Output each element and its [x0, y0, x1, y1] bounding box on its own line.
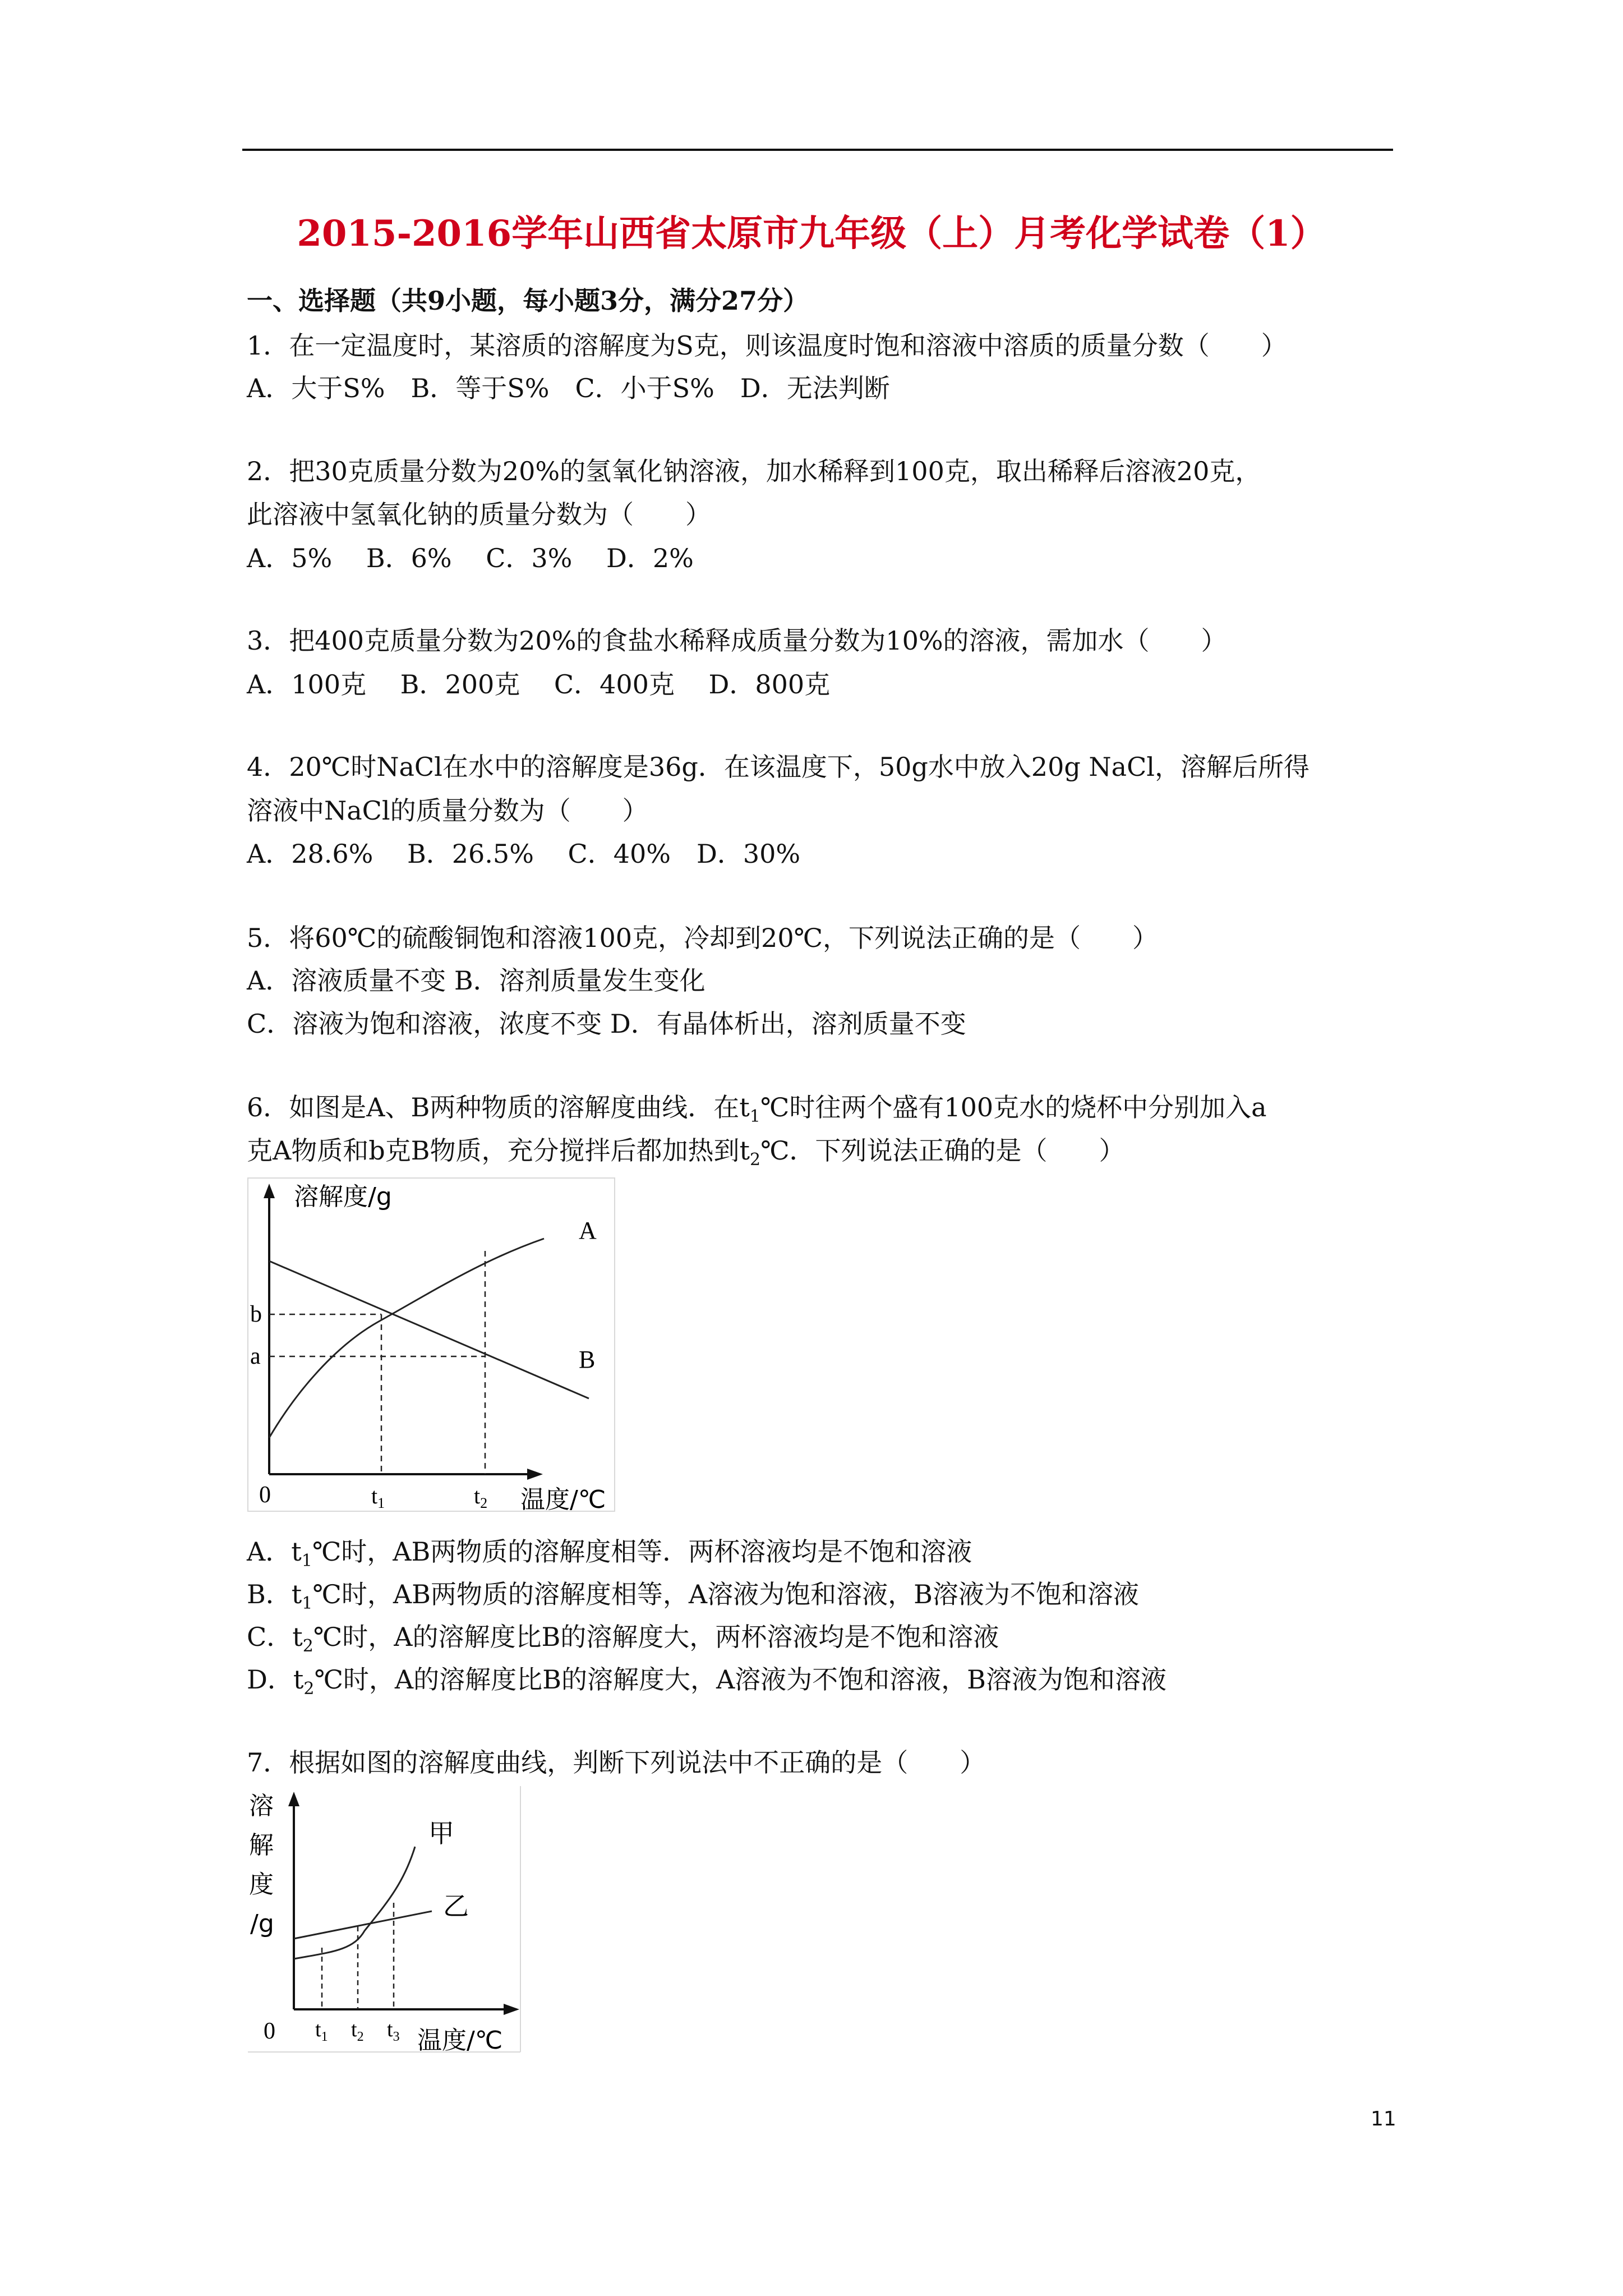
x-axis-arrow-icon	[527, 1469, 543, 1480]
question-7-stem: 7．根据如图的溶解度曲线，判断下列说法中不正确的是（ ）	[247, 1747, 986, 1778]
y-axis-label-char-3: 度	[249, 1870, 274, 1899]
y-axis-label-char-1: 溶	[249, 1792, 274, 1820]
x-axis-arrow-icon	[504, 2004, 519, 2015]
question-1-stem: 1．在一定温度时，某溶质的溶解度为S克，则该温度时饱和溶液中溶质的质量分数（ ）	[247, 330, 1287, 361]
x-tick-t1: $t_1$	[315, 2018, 328, 2044]
curve-jia	[294, 1847, 415, 1959]
curve-jia-label: 甲	[428, 1818, 454, 1848]
question-2-stem-line-2: 此溶液中氢氧化钠的质量分数为（ ）	[247, 499, 711, 530]
question-6-stem-line-2: 克A物质和b克B物质，充分搅拌后都加热到$t_2℃$．下列说法正确的是（ ）	[247, 1135, 1125, 1170]
question-3-options: A．100克 B．200克 C．400克 D．800克	[247, 669, 831, 700]
x-tick-t3: $t_3$	[387, 2018, 400, 2044]
question-4-stem-line-1: 4．20℃时NaCl在水中的溶解度是36g．在该温度下，50g水中放入20g NaCl，溶解后所得	[247, 752, 1310, 782]
question-1-options: A．大于S% B．等于S% C．小于S% D．无法判断	[247, 373, 890, 403]
question-6-option-a: A．$t_1℃$时，AB两物质的溶解度相等．两杯溶液均是不饱和溶液	[247, 1536, 972, 1571]
question-2-stem-line-1: 2．把30克质量分数为20%的氢氧化钠溶液，加水稀释到100克，取出稀释后溶液20克，	[247, 456, 1261, 486]
question-5-options-line-2: C．溶液为饱和溶液，浓度不变 D．有晶体析出，溶剂质量不变	[247, 1009, 966, 1039]
question-6-option-d: D．$t_2℃$时，A的溶解度比B的溶解度大，A溶液为不饱和溶液，B溶液为饱和溶液	[247, 1664, 1166, 1699]
curve-b-label: B	[579, 1346, 596, 1373]
curve-b	[269, 1261, 589, 1398]
x-axis-label: 温度/℃	[520, 1485, 606, 1513]
x-axis-label: 温度/℃	[417, 2026, 503, 2054]
solubility-curve-figure-jia-yi	[247, 1785, 522, 2054]
page-number: 11	[1371, 2108, 1396, 2131]
exam-title: 2015-2016学年山西省太原市九年级（上）月考化学试卷（1）	[297, 213, 1326, 255]
section-heading: 一、选择题（共9小题，每小题3分，满分27分）	[247, 286, 809, 316]
question-3-stem: 3．把400克质量分数为20%的食盐水稀释成质量分数为10%的溶液，需加水（ ）	[247, 625, 1227, 656]
question-5-stem: 5．将60℃的硫酸铜饱和溶液100克，冷却到20℃，下列说法正确的是（ ）	[247, 923, 1159, 953]
question-4-options: A．28.6% B．26.5% C．40% D．30%	[247, 839, 801, 869]
x-tick-t2: $t_2$	[474, 1483, 488, 1511]
solubility-curve-figure-ab	[247, 1177, 617, 1513]
y-axis-label-char-4: /g	[250, 1910, 274, 1938]
x-tick-t2: $t_2$	[351, 2018, 364, 2044]
question-6-option-b: B．$t_1℃$时，AB两物质的溶解度相等，A溶液为饱和溶液，B溶液为不饱和溶液	[247, 1579, 1139, 1613]
question-6-stem-line-1: 6．如图是A、B两种物质的溶解度曲线．在$t_1℃$时往两个盛有100克水的烧杯中分别加入a	[247, 1092, 1267, 1126]
y-axis-label: 溶解度/g	[294, 1182, 392, 1211]
y-tick-a: a	[250, 1343, 261, 1369]
y-axis-arrow-icon	[288, 1792, 299, 1806]
curve-a	[269, 1239, 544, 1438]
question-6-option-c: C．$t_2℃$时，A的溶解度比B的溶解度大，两杯溶液均是不饱和溶液	[247, 1622, 999, 1656]
origin-label: 0	[259, 1482, 271, 1508]
curve-a-label: A	[579, 1217, 597, 1244]
x-tick-t1: $t_1$	[371, 1483, 385, 1511]
y-axis-label-char-2: 解	[249, 1831, 274, 1860]
y-tick-b: b	[250, 1301, 262, 1327]
question-4-stem-line-2: 溶液中NaCl的质量分数为（ ）	[247, 795, 648, 826]
curve-yi-label: 乙	[443, 1891, 469, 1921]
origin-label: 0	[264, 2018, 275, 2044]
y-axis-arrow-icon	[264, 1184, 275, 1198]
header-rule	[242, 149, 1393, 151]
question-2-options: A．5% B．6% C．3% D．2%	[247, 543, 694, 573]
question-5-options-line-1: A．溶液质量不变 B．溶剂质量发生变化	[247, 965, 706, 996]
